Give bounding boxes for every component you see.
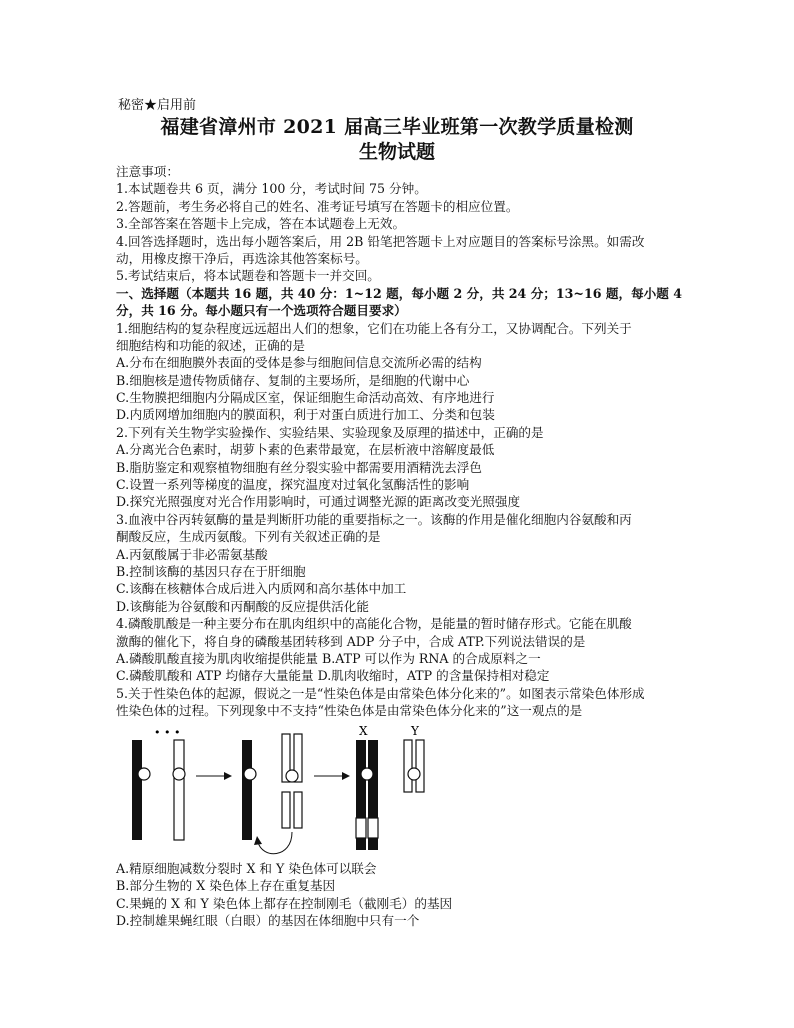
q5-option-c: C.果蝇的 X 和 Y 染色体上都存在控制刚毛（截刚毛）的基因 [116,895,453,911]
band-white [368,818,378,838]
note-item: 2.答题前，考生务必将自己的姓名、准考证号填写在答题卡的相应位置。 [116,198,519,214]
q3-option-b: B.控制该酶的基因只存在于肝细胞 [116,563,306,579]
q3-option-a: A.丙氨酸属于非必需氨基酸 [116,546,268,562]
chromosome-white [404,740,412,792]
centromere [138,768,150,780]
note-item: 4.回答选择题时，选出每小题答案后，用 2B 铅笔把答题卡上对应题目的答案标号涂黑。如需改 [116,233,645,249]
q5-options [116,860,686,930]
x-label: X [359,724,368,738]
chromosome-fragment [294,792,302,828]
q3-stem: 酮酸反应，生成丙氨酸。下列有关叙述正确的是 [116,529,381,545]
section-heading-cont: 分，共 16 分。每小题只有一个选项符合题目要求） [116,303,407,319]
confidential-mark: 秘密★启用前 [118,98,197,113]
q5-stem: 性染色体的过程。下列现象中不支持“性染色体是由常染色体分化来的”这一观点的是 [116,703,583,719]
q4-options-ab: A.磷酸肌酸直接为肌肉收缩提供能量 B.ATP 可以作为 RNA 的合成原料之一 [116,650,541,666]
q3-option-d: D.该酶能为谷氨酸和丙酮酸的反应提供活化能 [116,598,369,614]
q1-option-b: B.细胞核是遗传物质储存、复制的主要场所，是细胞的代谢中心 [116,372,470,388]
q2-option-d: D.探究光照强度对光合作用影响时，可通过调整光源的距离改变光照强度 [116,494,521,510]
note-item: 动，用橡皮擦干净后，再选涂其他答案标号。 [116,250,368,266]
chromosome-black [242,740,252,840]
exam-subtitle: 生物试题 [358,141,435,163]
figure-dots: • • • [154,726,181,739]
note-item: 1.本试题卷共 6 页，满分 100 分，考试时间 75 分钟。 [116,181,427,197]
chromosome-white [416,740,424,792]
q5-option-b: B.部分生物的 X 染色体上存在重复基因 [116,878,336,894]
q5-stem: 5.关于性染色体的起源，假说之一是“性染色体是由常染色体分化来的”。如图表示常染色体形成 [116,685,645,701]
q5-option-a: A.精原细胞减数分裂时 X 和 Y 染色体可以联会 [116,861,377,876]
q1-option-a: A.分布在细胞膜外表面的受体是参与细胞间信息交流所必需的结构 [116,355,482,371]
arrow-right [314,772,350,780]
note-item: 3.全部答案在答题卡上完成，答在本试题卷上无效。 [116,216,406,232]
curved-arrow [254,832,292,854]
q1-option-d: D.内质网增加细胞内的膜面积，利于对蛋白质进行加工、分类和包装 [116,407,495,423]
autosome-pair-1 [132,740,185,840]
q1-stem: 1.细胞结构的复杂程度远远超出人们的想象，它们在功能上各有分工，又协调配合。下列关于 [116,320,632,336]
arrow-right [196,772,232,780]
band-white [356,818,366,838]
centromere [173,768,185,780]
exam-body [116,163,686,720]
chromosome-pair-2 [242,734,302,840]
notes-heading: 注意事项： [116,164,179,179]
q4-options-cd: C.磷酸肌酸和 ATP 均储存大量能量 D.肌肉收缩时，ATP 的含量保持相对稳定 [116,668,550,684]
chromosome-fragment [282,792,290,828]
q1-stem: 细胞结构和功能的叙述，正确的是 [116,337,305,353]
q2-option-a: A.分离光合色素时，胡萝卜素的色素带最宽，在层析液中溶解度最低 [116,442,495,458]
q2-option-b: B.脂肪鉴定和观察植物细胞有丝分裂实验中都需要用酒精洗去浮色 [116,459,482,475]
q2-stem: 2.下列有关生物学实验操作、实验结果、实验现象及原理的描述中，正确的是 [116,424,544,440]
y-label: Y [411,724,419,738]
x-chromosome [356,740,378,850]
centromere [361,768,373,780]
q5-option-d: D.控制雄果蝇红眼（白眼）的基因在体细胞中只有一个 [116,913,420,929]
note-item: 5.考试结束后，将本试题卷和答题卡一并交回。 [116,268,380,284]
chromosome-diagram [116,724,446,859]
section-heading: 一、选择题（本题共 16 题，共 40 分：1~12 题，每小题 2 分，共 24 分；13~16 题，每小题 4 [116,285,682,301]
q2-option-c: C.设置一系列等梯度的温度，探究温度对过氧化氢酶活性的影响 [116,477,470,493]
centromere [286,770,298,782]
q3-option-c: C.该酶在核糖体合成后进入内质网和高尔基体中加工 [116,581,407,597]
exam-title: 福建省漳州市 2021 届高三毕业班第一次教学质量检测 [160,116,634,138]
q4-stem: 激酶的催化下，将自身的磷酸基团转移到 ADP 分子中，合成 ATP.下列说法错误的是 [116,633,586,649]
q1-option-c: C.生物膜把细胞内分隔成区室，保证细胞生命活动高效、有序地进行 [116,390,495,406]
y-chromosome [404,740,424,792]
centromere [408,768,420,780]
q4-stem: 4.磷酸肌酸是一种主要分布在肌肉组织中的高能化合物，是能量的暂时储存形式。它能在肌酸 [116,616,632,632]
chromosome-black [132,740,142,840]
centromere [244,768,256,780]
q3-stem: 3.血液中谷丙转氨酶的量是判断肝功能的重要指标之一。该酶的作用是催化细胞内谷氨酸和丙 [116,511,632,527]
chromosome-white [174,740,184,840]
